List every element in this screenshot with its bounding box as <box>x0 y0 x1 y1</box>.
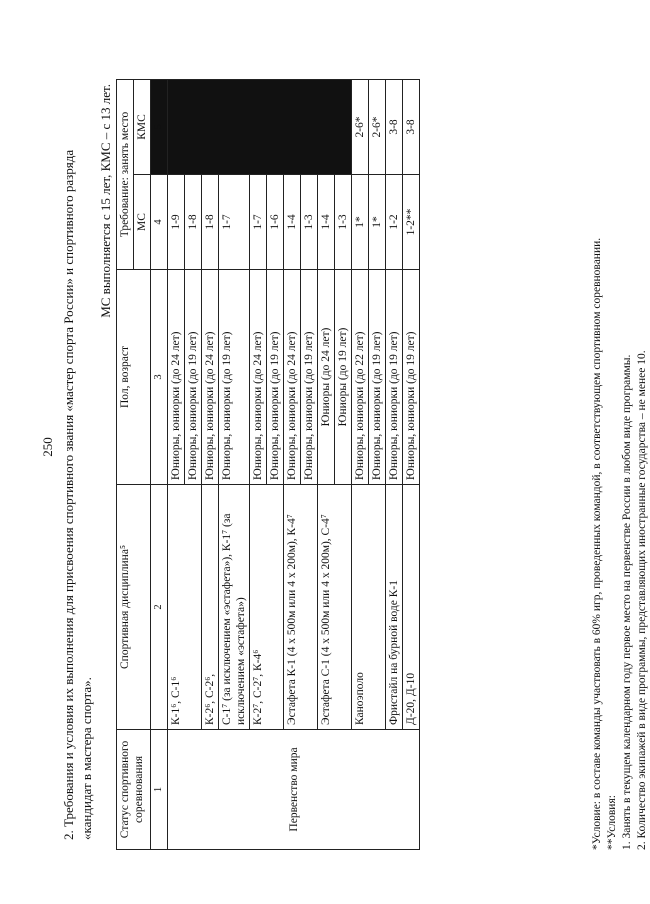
age-cell: Юниоры, юниорки (до 19 лет) <box>403 270 420 485</box>
age-cell: Юниоры, юниорки (до 19 лет) <box>267 270 284 485</box>
age-cell: Юниоры, юниорки (до 19 лет) <box>369 270 386 485</box>
age-cell: Юниоры, юниорки (до 22 лет) <box>352 270 369 485</box>
col-number: 3 <box>151 270 168 485</box>
age-cell: Юниоры, юниорки (до 24 лет) <box>168 270 185 485</box>
age-cell: Юниоры, юниорки (до 19 лет) <box>185 270 202 485</box>
discipline-cell: К-2⁷, С-2⁷, К-4⁶ <box>250 485 284 730</box>
header-gender-age: Пол, возраст <box>117 270 151 485</box>
ms-cell: 1* <box>352 175 369 270</box>
kms-blackout-cell <box>168 79 352 174</box>
discipline-cell: К-1⁶, С-1⁶ <box>168 485 202 730</box>
ms-cell: 1-9 <box>168 175 185 270</box>
table-header-row <box>117 79 134 849</box>
note-condition-2-2: 2. Количество экипажей в виде программы, представляющих иностранные государства – не менее 10. <box>636 350 648 850</box>
kms-cell: 3-8 <box>386 79 403 174</box>
heading-line-1: 2. Требования и условия их выполнения для присвоения спортивного звания «мастер спорта России» и спортивного разряда <box>61 149 76 840</box>
ms-cell: 1-7 <box>219 175 250 270</box>
age-cell: Юниоры (до 19 лет) <box>335 270 352 485</box>
age-note: МС выполняется с 15 лет, КМС – с 13 лет. <box>98 84 113 318</box>
ms-cell: 1-3 <box>335 175 352 270</box>
col-number: 4 <box>151 175 168 270</box>
discipline-cell: С-1⁷ (за исключением «эстафета»), К-1⁷ (за исключением «эстафета») <box>219 485 250 730</box>
discipline-cell: Эстафета С-1 (4 x 500м или 4 x 200м), С-4⁷ <box>318 485 352 730</box>
ms-cell: 1-4 <box>284 175 301 270</box>
header-status: Статус спортивного соревнования <box>117 730 151 850</box>
ms-cell: 1* <box>369 175 386 270</box>
rotated-content <box>40 52 648 862</box>
age-cell: Юниоры, юниорки (до 19 лет) <box>386 270 403 485</box>
header-ms: МС <box>134 175 151 270</box>
ms-cell: 1-3 <box>301 175 318 270</box>
age-cell: Юниоры, юниорки (до 24 лет) <box>250 270 267 485</box>
age-cell: Юниоры, юниорки (до 24 лет) <box>202 270 219 485</box>
ms-cell: 1-4 <box>318 175 335 270</box>
requirements-table <box>116 79 420 850</box>
table-row <box>168 79 185 849</box>
ms-cell: 1-7 <box>250 175 267 270</box>
kms-cell: 2-6* <box>352 79 369 174</box>
col-number: 1 <box>151 730 168 850</box>
note-condition-2-1: 1. Занять в текущем календарном году первое место на первенстве России в любом виде программы. <box>621 354 633 850</box>
note-condition-1: *Условие: в составе команды участвовать в 60% игр, проведенных командой, в соответствующем спортивном соревновании. <box>591 237 603 850</box>
col-number: 2 <box>151 485 168 730</box>
discipline-cell: Фристайл на бурной воде К-1 <box>386 485 403 730</box>
section-heading <box>60 60 96 840</box>
header-discipline: Спортивная дисциплина⁵ <box>117 485 151 730</box>
discipline-cell: К-2⁶, С-2⁶, <box>202 485 219 730</box>
header-kms: КМС <box>134 79 151 174</box>
page-number: 250 <box>40 437 55 457</box>
ms-cell: 1-6 <box>267 175 284 270</box>
ms-cell: 1-2** <box>403 175 420 270</box>
kms-cell: 2-6* <box>369 79 386 174</box>
ms-cell: 1-8 <box>202 175 219 270</box>
heading-line-2: «кандидат в мастера спорта». <box>79 677 94 840</box>
age-cell: Юниоры, юниорки (до 19 лет) <box>219 270 250 485</box>
note-conditions-title: **Условия: <box>606 795 618 850</box>
header-requirement: Требование: занять место <box>117 79 134 269</box>
ms-cell: 1-8 <box>185 175 202 270</box>
status-cell: Первенство мира <box>168 730 420 850</box>
column-number-row <box>151 79 168 849</box>
footnotes <box>590 80 650 850</box>
kms-cell: 3-8 <box>403 79 420 174</box>
discipline-cell: Д-20, Д-10 <box>403 485 420 730</box>
age-cell: Юниоры, юниорки (до 19 лет) <box>301 270 318 485</box>
age-cell: Юниоры, юниорки (до 24 лет) <box>284 270 301 485</box>
ms-cell: 1-2 <box>386 175 403 270</box>
discipline-cell: Каноэполо <box>352 485 386 730</box>
col-number: 5 <box>151 79 168 174</box>
discipline-cell: Эстафета К-1 (4 x 500м или 4 x 200м), К-4⁷ <box>284 485 318 730</box>
age-cell: Юниоры (до 24 лет) <box>318 270 335 485</box>
